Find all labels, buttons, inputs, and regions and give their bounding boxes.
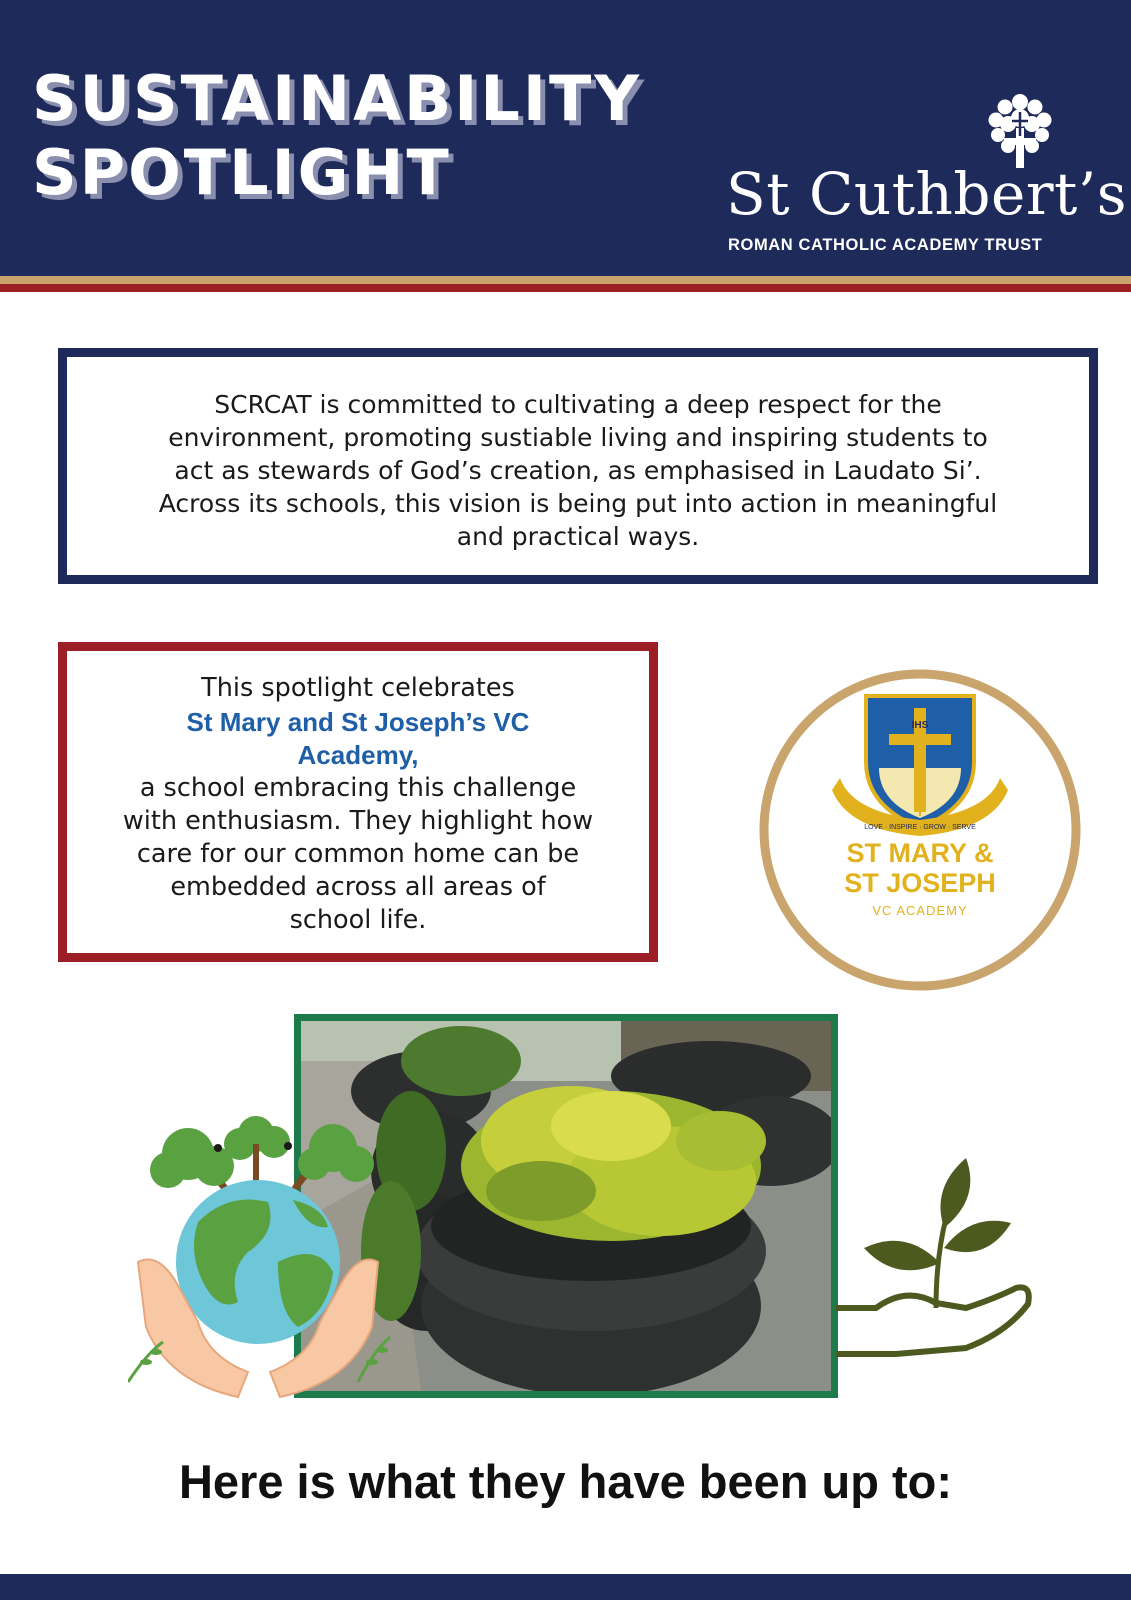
hands-holding-earth-illustration xyxy=(128,1112,398,1402)
shield-letters: IHS xyxy=(911,720,929,731)
spotlight-school-name-line1: St Mary and St Joseph’s VC xyxy=(186,707,530,737)
spotlight-body-line: embedded across all areas of xyxy=(170,872,546,902)
intro-text xyxy=(76,388,1080,553)
intro-line: act as stewards of God’s creation, as emphasised in Laudato Si’. xyxy=(174,456,982,485)
intro-line: Across its schools, this vision is being put into action in meaningful xyxy=(158,489,998,518)
trust-subtitle: ROMAN CATHOLIC ACADEMY TRUST xyxy=(728,236,1043,254)
intro-line: SCRCAT is committed to cultivating a deep respect for the xyxy=(214,390,942,419)
spotlight-body-line: a school embracing this challenge xyxy=(139,773,577,803)
spotlight-body-line: school life. xyxy=(289,905,427,935)
school-motto: LOVE · INSPIRE · GROW · SERVE xyxy=(864,824,976,831)
intro-line: environment, promoting sustiable living and inspiring students to xyxy=(168,423,988,452)
header-red-stripe xyxy=(0,284,1131,292)
closing-heading: Here is what they have been up to: xyxy=(178,1455,953,1508)
page-title-line2: SPOTLIGHT xyxy=(32,136,452,209)
page-title-line1: SUSTAINABILITY xyxy=(32,62,643,135)
header-gold-stripe xyxy=(0,276,1131,284)
spotlight-body-line: care for our common home can be xyxy=(136,839,580,869)
spotlight-intro: This spotlight celebrates xyxy=(201,673,515,703)
trust-name: St Cuthbert’s xyxy=(726,160,1128,228)
school-name-line2: ST JOSEPH xyxy=(844,868,996,898)
school-name-sub: VC ACADEMY xyxy=(872,903,968,918)
school-name-line1: ST MARY & xyxy=(846,838,994,868)
spotlight-school-name-line2: Academy, xyxy=(297,740,419,770)
spotlight-body-line: with enthusiasm. They highlight how xyxy=(122,806,594,836)
hand-with-sprout-illustration xyxy=(836,1158,1036,1360)
footer-band xyxy=(0,1574,1131,1600)
intro-line: and practical ways. xyxy=(456,522,700,551)
school-logo-badge xyxy=(756,666,1084,994)
